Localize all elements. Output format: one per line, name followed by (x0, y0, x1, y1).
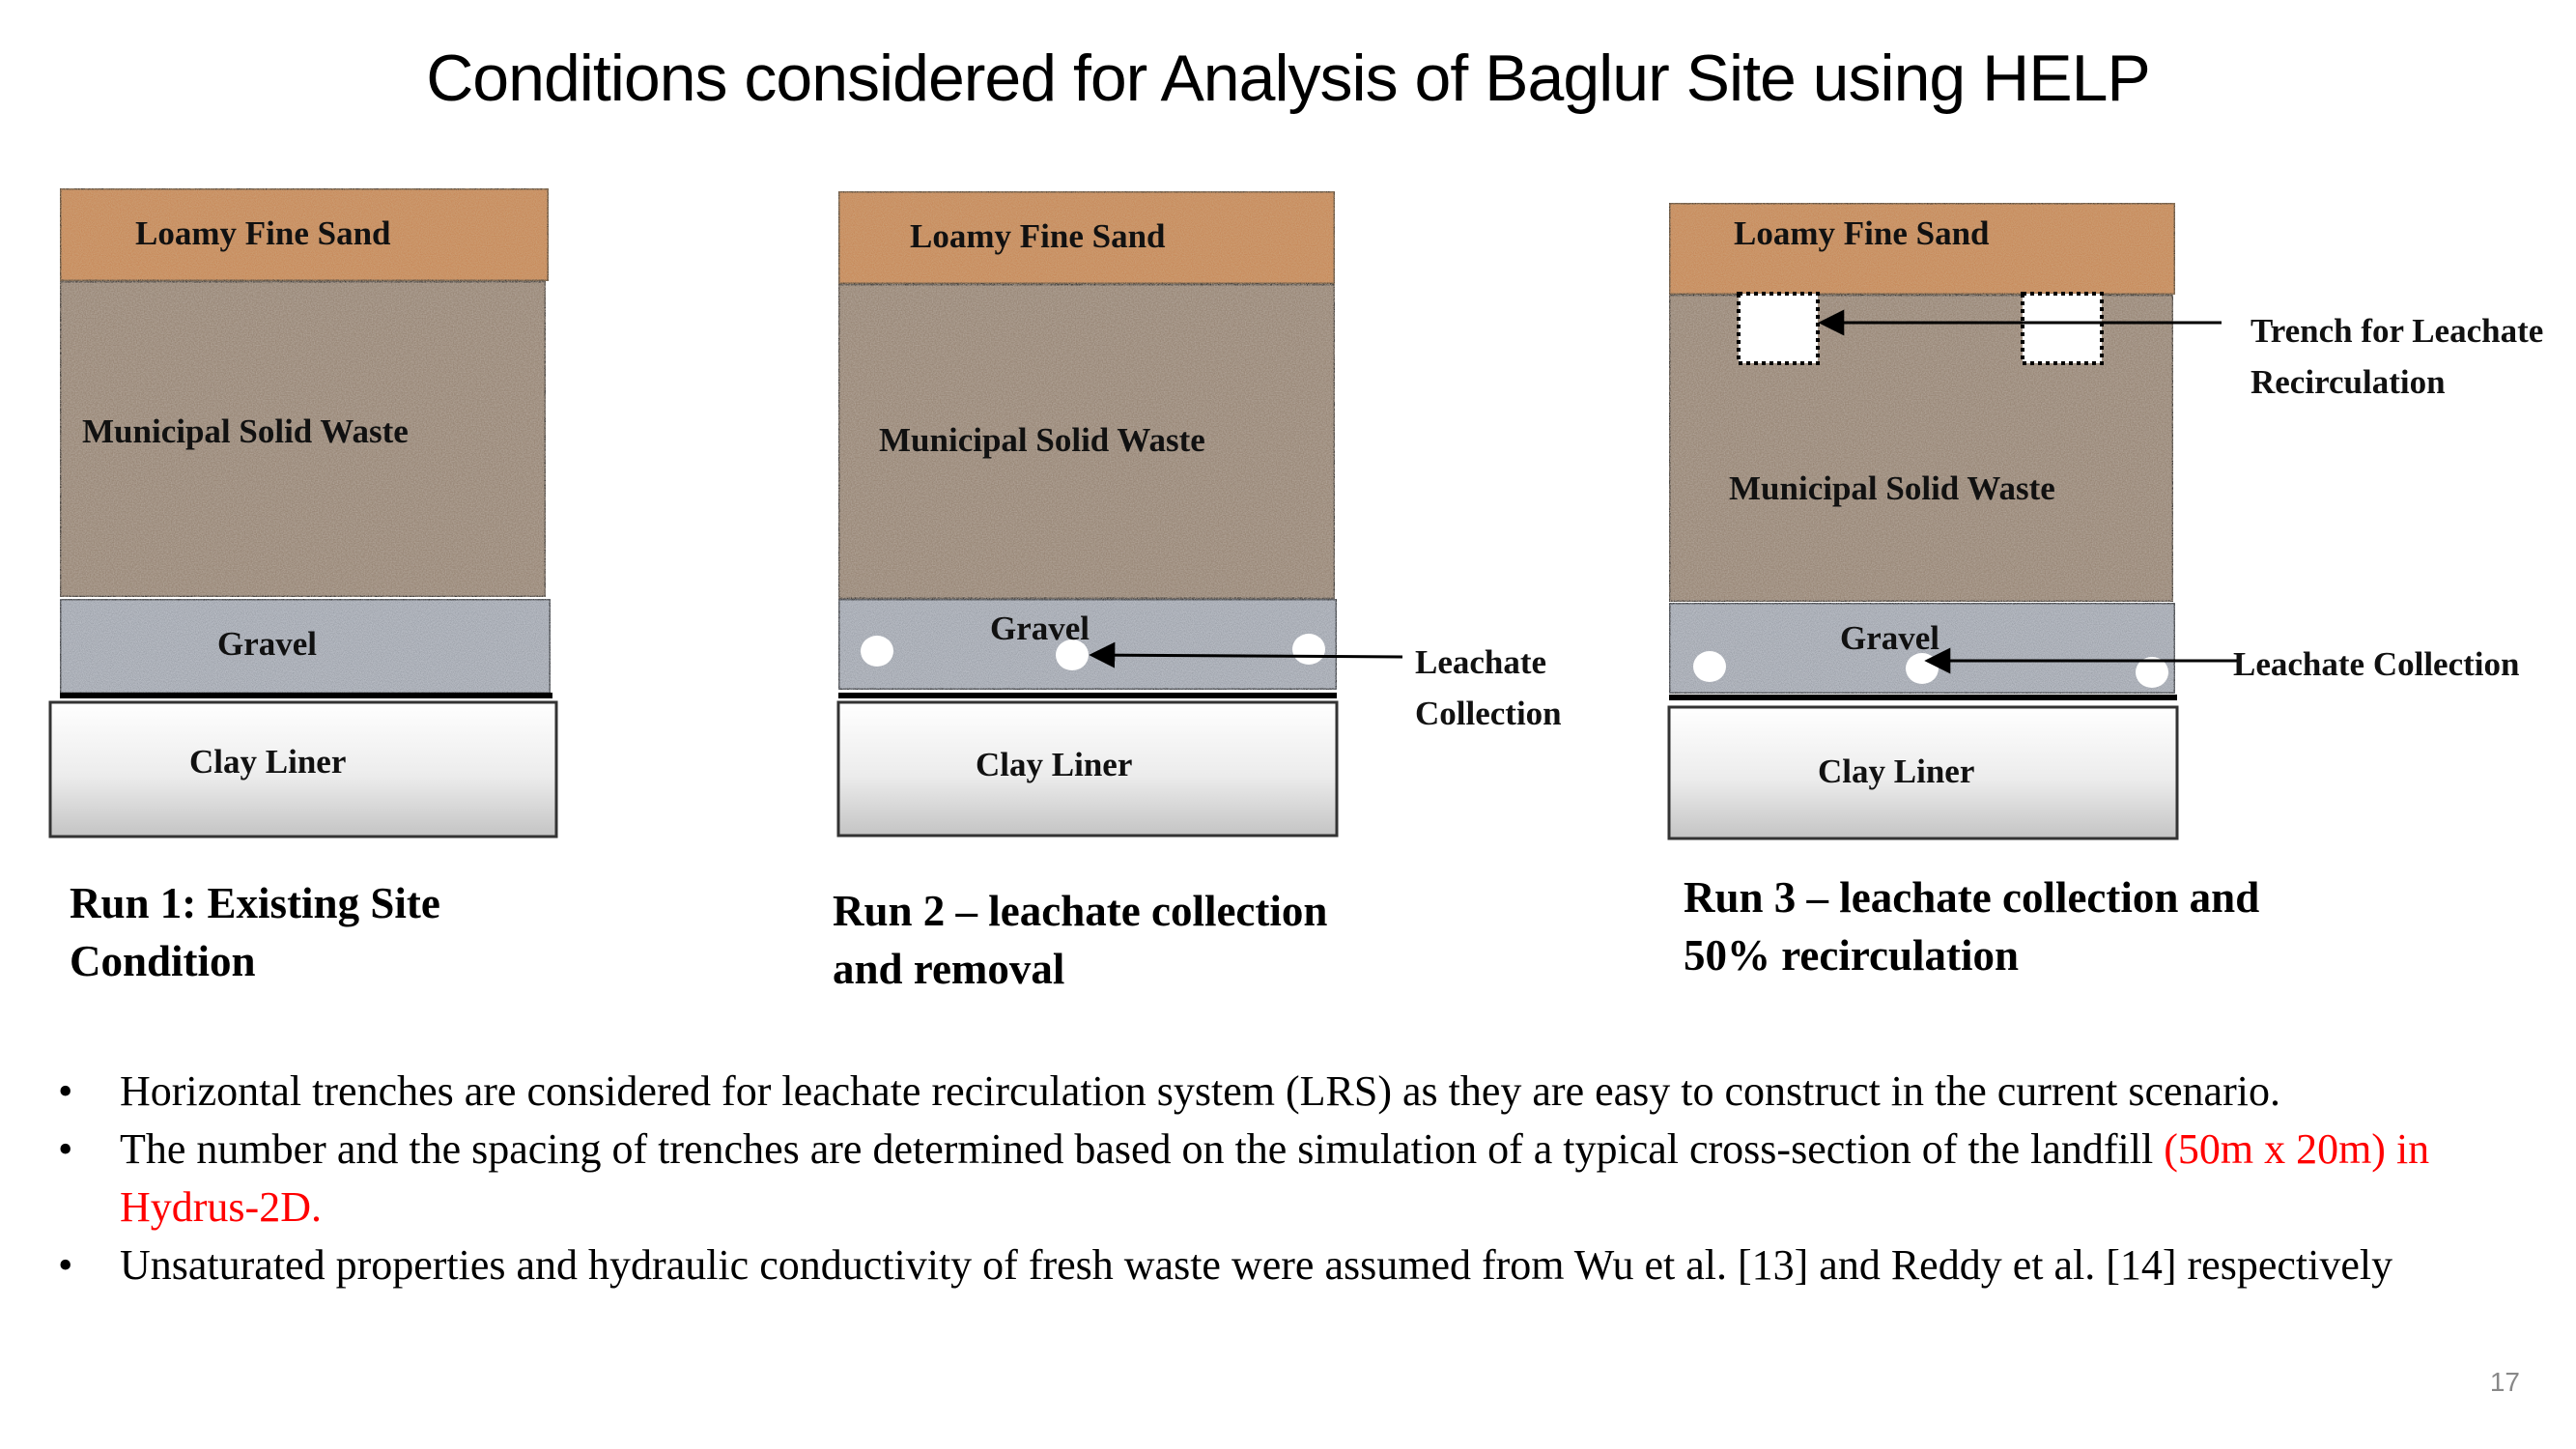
run1-sand-label: Loamy Fine Sand (135, 214, 391, 252)
run1-msw-label: Municipal Solid Waste (82, 412, 409, 450)
run3-collection-pipe-left (1693, 651, 1726, 682)
run2-leachate-label-line1: Leachate (1415, 643, 1547, 681)
run3-trench-label-line2: Recirculation (2250, 363, 2446, 401)
run2-gravel-label: Gravel (990, 610, 1090, 647)
run2-clay-label: Clay Liner (976, 746, 1133, 783)
run2-leachate-arrow (1091, 655, 1402, 657)
run2-caption-line1: Run 2 – leachate collection (833, 887, 1328, 935)
run3-leachate-label: Leachate Collection (2233, 645, 2520, 683)
run3-sand-label: Loamy Fine Sand (1734, 214, 1990, 252)
run3-msw-label: Municipal Solid Waste (1729, 469, 2055, 507)
run3-trench-right (2023, 294, 2102, 363)
bullet-list (58, 1063, 2531, 1294)
run1-caption-line2: Condition (70, 937, 256, 985)
run2-msw-label: Municipal Solid Waste (879, 421, 1205, 459)
run1-gravel-label: Gravel (217, 625, 318, 663)
run1-caption (70, 874, 440, 990)
run3-caption (1684, 868, 2259, 984)
run1-caption-line1: Run 1: Existing Site (70, 879, 440, 927)
run2-collection-pipe-left (861, 636, 893, 667)
bullet-item (58, 1063, 2531, 1121)
run3-gravel-label: Gravel (1840, 619, 1940, 657)
run2-caption (833, 882, 1327, 998)
run2-column (838, 191, 1562, 836)
bullet-item (58, 1236, 2531, 1294)
run2-collection-pipe-right (1292, 634, 1325, 665)
run3-trench-label-line1: Trench for Leachate (2250, 312, 2544, 350)
run2-sand-label: Loamy Fine Sand (910, 217, 1166, 255)
run2-leachate-label-line2: Collection (1415, 695, 1562, 732)
run3-caption-line2: 50% recirculation (1684, 931, 2020, 980)
page-number: 17 (2489, 1367, 2520, 1397)
run3-clay-label: Clay Liner (1818, 753, 1975, 790)
run2-caption-line2: and removal (833, 945, 1065, 993)
run3-caption-line1: Run 3 – leachate collection and (1684, 873, 2260, 922)
bullet-highlight: (50m x 20m) in Hydrus-2D. (120, 1125, 2430, 1231)
run3-column (1669, 203, 2543, 838)
bullet-dot: • (58, 1125, 73, 1173)
bullet-dot: • (58, 1067, 73, 1115)
run1-clay-label: Clay Liner (189, 743, 347, 781)
bullet-item (58, 1121, 2531, 1236)
run3-trench-left (1739, 294, 1818, 363)
bullet-dot: • (58, 1241, 73, 1289)
bullet-text: Horizontal trenches are considered for leachate recirculation system (LRS) as they are easy to construct in the current scenario. (120, 1067, 2280, 1115)
bullet-text: Unsaturated properties and hydraulic conductivity of fresh waste were assumed from Wu et al. [13] and Reddy et al. [14] respectively (120, 1241, 2393, 1289)
slide-title: Conditions considered for Analysis of Baglur Site using HELP (426, 42, 2150, 115)
run1-column (50, 188, 556, 837)
run3-collection-pipe-center (1906, 653, 1939, 684)
bullet-text: The number and the spacing of trenches are determined based on the simulation of a typical cross-section of the landfill (120, 1125, 2165, 1173)
